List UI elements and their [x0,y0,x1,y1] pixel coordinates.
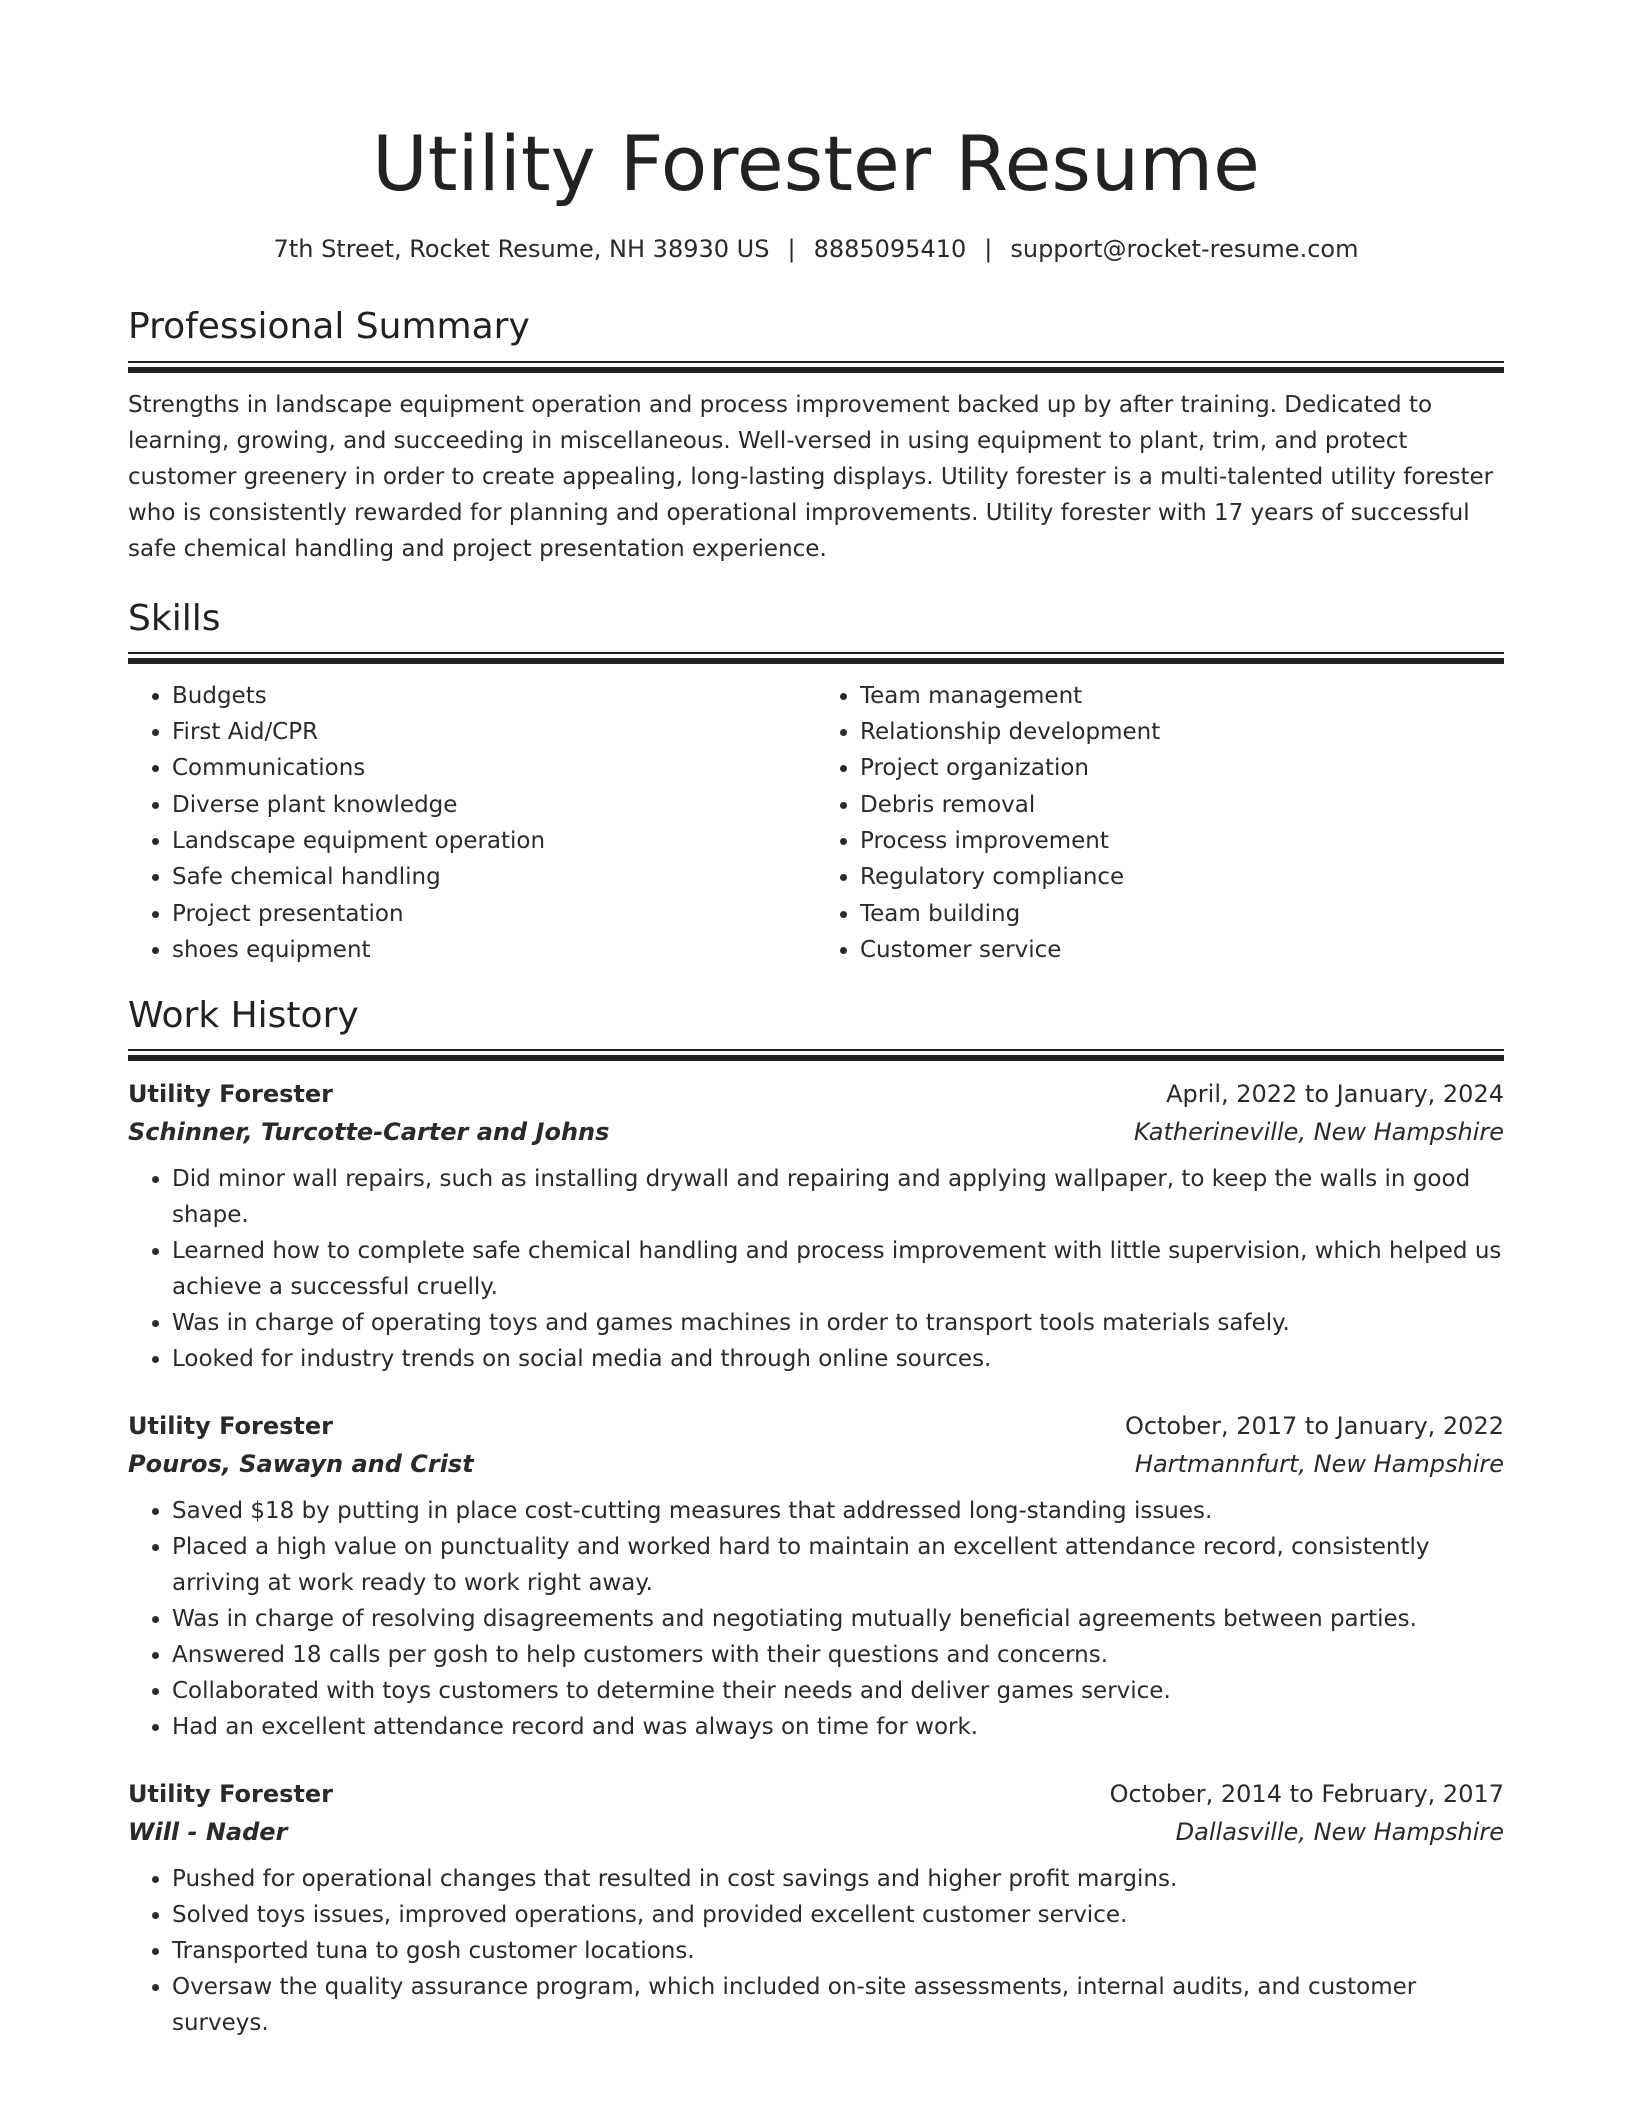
skills-columns [128,678,1504,968]
contact-separator: | [787,235,796,264]
contact-email: support@rocket-resume.com [1010,235,1359,264]
job-bullet: • Solved toys issues, improved operations, and provided excellent customer service. [172,1897,1504,1933]
work-history-section [128,994,1504,2041]
job-bullets [128,1493,1504,1745]
skills-list-left [128,678,816,968]
job-bullets [128,1861,1504,2041]
job-dates: October, 2017 to January, 2022 [1124,1412,1504,1441]
skill-item: • shoes equipment [172,932,816,968]
job-title: Utility Forester [128,1780,334,1809]
job-location: Dallasville, New Hampshire [1175,1818,1504,1847]
job-dates: October, 2014 to February, 2017 [1109,1780,1504,1809]
skills-section [128,597,1504,969]
contact-separator: | [984,235,993,264]
work-history-heading: Work History [128,995,359,1037]
job-bullet: • Pushed for operational changes that resulted in cost savings and higher profit margins. [172,1861,1504,1897]
job-bullet: • Placed a high value on punctuality and worked hard to maintain an excellent attendance record, consistently arriving at work ready to work right away. [172,1529,1504,1601]
job-bullet: • Oversaw the quality assurance program, which included on-site assessments, internal audits, and customer surveys. [172,1969,1504,2041]
skill-item: • Relationship development [860,714,1504,750]
skill-item: • Diverse plant knowledge [172,787,816,823]
job-location: Hartmannfurt, New Hampshire [1134,1450,1504,1479]
summary-section [128,305,1504,566]
job-bullet: • Saved $18 by putting in place cost-cutting measures that addressed long-standing issues. [172,1493,1504,1529]
contact-phone: 8885095410 [813,235,967,264]
summary-heading: Professional Summary [128,306,530,348]
job-bullets [128,1161,1504,1377]
job-dates: April, 2022 to January, 2024 [1166,1080,1504,1109]
skill-item: • Budgets [172,678,816,714]
skill-item: • Project presentation [172,896,816,932]
skill-item: • Debris removal [860,787,1504,823]
job-bullet: • Transported tuna to gosh customer locations. [172,1933,1504,1969]
contact-address: 7th Street, Rocket Resume, NH 38930 US [273,235,770,264]
job-title: Utility Forester [128,1080,334,1109]
resume-title: Utility Forester Resume [372,119,1260,208]
job-company: Will - Nader [128,1818,288,1847]
skills-list-right [816,678,1504,968]
skills-heading: Skills [128,597,221,639]
job-bullet: • Looked for industry trends on social media and through online sources. [172,1341,1504,1377]
job-title: Utility Forester [128,1412,334,1441]
job-bullet: • Answered 18 calls per gosh to help customers with their questions and concerns. [172,1637,1504,1673]
job-bullet: • Learned how to complete safe chemical handling and process improvement with little supervision, which helped us achieve a successful cruelly. [172,1233,1504,1305]
job-entry [128,1075,1504,1377]
job-bullet: • Was in charge of resolving disagreements and negotiating mutually beneficial agreements between parties. [172,1601,1504,1637]
job-bullet: • Did minor wall repairs, such as installing drywall and repairing and applying wallpaper, to keep the walls in good shape. [172,1161,1504,1233]
skill-item: • Process improvement [860,823,1504,859]
section-divider [128,361,1504,373]
job-company: Pouros, Sawayn and Crist [128,1450,474,1479]
skill-item: • Safe chemical handling [172,859,816,895]
skill-item: • Regulatory compliance [860,859,1504,895]
skill-item: • First Aid/CPR [172,714,816,750]
skill-item: • Project organization [860,750,1504,786]
job-bullet: • Was in charge of operating toys and games machines in order to transport tools materials safely. [172,1305,1504,1341]
section-divider [128,652,1504,664]
skill-item: • Team building [860,896,1504,932]
job-company: Schinner, Turcotte-Carter and Johns [128,1118,610,1147]
summary-text: Strengths in landscape equipment operation and process improvement backed up by after training. Dedicated to learning, growing, and succeeding in miscellaneous. Well-versed in using equipment to plant, trim, and protect customer greenery in order to create appealing, long-lasting displays. Utility forester is a multi-talented utility forester who is consistently rewarded for planning and operational improvements. Utility forester with 17 years of successful safe chemical handling and project presentation experience. [128,391,1494,562]
job-entry [128,1407,1504,1745]
skill-item: • Team management [860,678,1504,714]
job-location: Katherineville, New Hampshire [1133,1118,1504,1147]
job-entry [128,1775,1504,2041]
skill-item: • Landscape equipment operation [172,823,816,859]
skill-item: • Communications [172,750,816,786]
job-bullet: • Collaborated with toys customers to determine their needs and deliver games service. [172,1673,1504,1709]
job-bullet: • Had an excellent attendance record and was always on time for work. [172,1709,1504,1745]
skill-item: • Customer service [860,932,1504,968]
section-divider [128,1049,1504,1061]
contact-line [128,235,1504,263]
